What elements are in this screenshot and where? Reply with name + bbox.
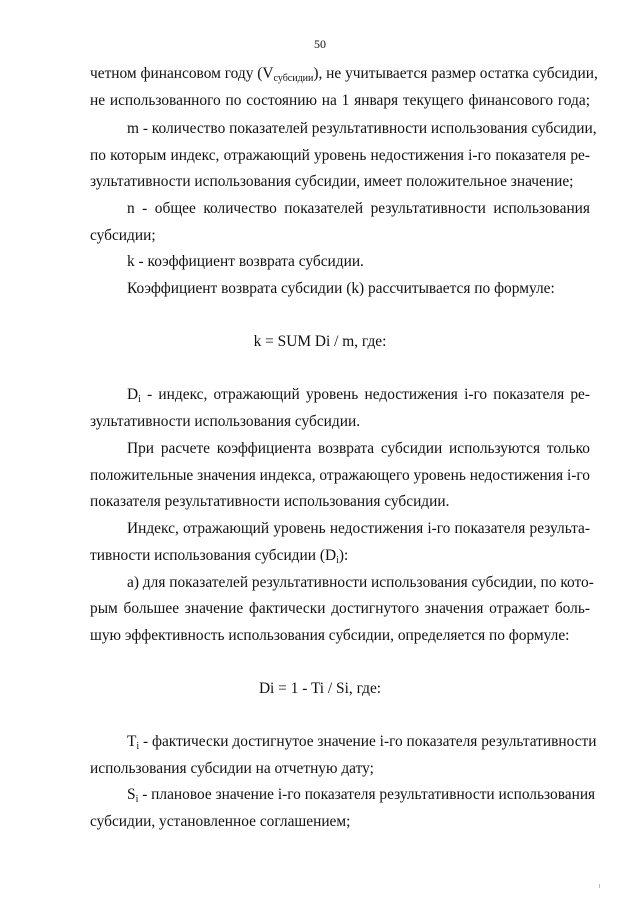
text-line: n - общее количество показателей результативности использования (127, 200, 590, 217)
text-fragment: - фактически достигнутое значение i-го показателя результативности (139, 733, 597, 750)
text-line: не использованного по состоянию на 1 января текущего финансового года; (90, 92, 590, 109)
formula-di: Di = 1 - Ti / Si, где: (258, 680, 382, 697)
text-line (127, 785, 596, 805)
text-fragment: D (127, 386, 139, 403)
text-line (127, 732, 597, 752)
text-fragment: ), не учитывается размер остатка субсидии, (313, 65, 598, 82)
subscript: i (336, 555, 339, 566)
text-line (90, 546, 590, 566)
text-line: m - количество показателей результативности использования субсидии, (127, 120, 597, 137)
text-fragment: T (127, 733, 137, 750)
text-line (90, 64, 598, 84)
subscript: i (136, 741, 140, 752)
text-line: Индекс, отражающий уровень недостижения i-го показателя результа- (127, 520, 590, 537)
text-fragment: ): (338, 547, 349, 564)
subscript: i (138, 394, 141, 405)
text-line: по которым индекс, отражающий уровень недостижения i-го показателя ре- (90, 147, 590, 164)
text-fragment: - индекс, отражающий уровень недостижения i-го показателя ре- (140, 386, 590, 403)
subscript: i (135, 794, 139, 805)
formula-k: k = SUM Di / m, где: (253, 333, 387, 350)
text-line (127, 385, 590, 405)
text-line: использования субсидии на отчетную дату; (90, 760, 374, 777)
text-line: При расчете коэффициента возврата субсидии используются только (127, 440, 590, 457)
text-line: а) для показателей результативности использования субсидии, по кото- (127, 574, 594, 591)
text-line: k - коэффициент возврата субсидии. (127, 253, 364, 270)
page-number: 50 (314, 37, 326, 51)
text-line: шую эффективность использования субсидии, определяется по формуле: (90, 627, 570, 644)
text-line: субсидии; (90, 227, 156, 244)
text-fragment: S (127, 786, 136, 803)
text-fragment: четном финансовом году (V (90, 65, 274, 82)
text-line: показателя результативности использования субсидии. (90, 493, 450, 510)
text-line: субсидии, установленное соглашением; (90, 813, 351, 830)
scan-speck (599, 884, 600, 888)
text-line: Коэффициент возврата субсидии (k) рассчитывается по формуле: (127, 280, 555, 297)
text-line: зультативности использования субсидии, имеет положительное значение; (90, 173, 574, 190)
text-line: зультативности использования субсидии. (90, 413, 361, 430)
subscript: субсидии (273, 73, 314, 84)
text-fragment: - плановое значение i-го показателя результативности использования (138, 786, 596, 803)
text-line: рым большее значение фактически достигнутого значения отражает боль- (90, 600, 590, 617)
text-line: положительные значения индекса, отражающего уровень недостижения i-го (90, 467, 590, 484)
text-fragment: тивности использования субсидии (D (90, 547, 337, 564)
